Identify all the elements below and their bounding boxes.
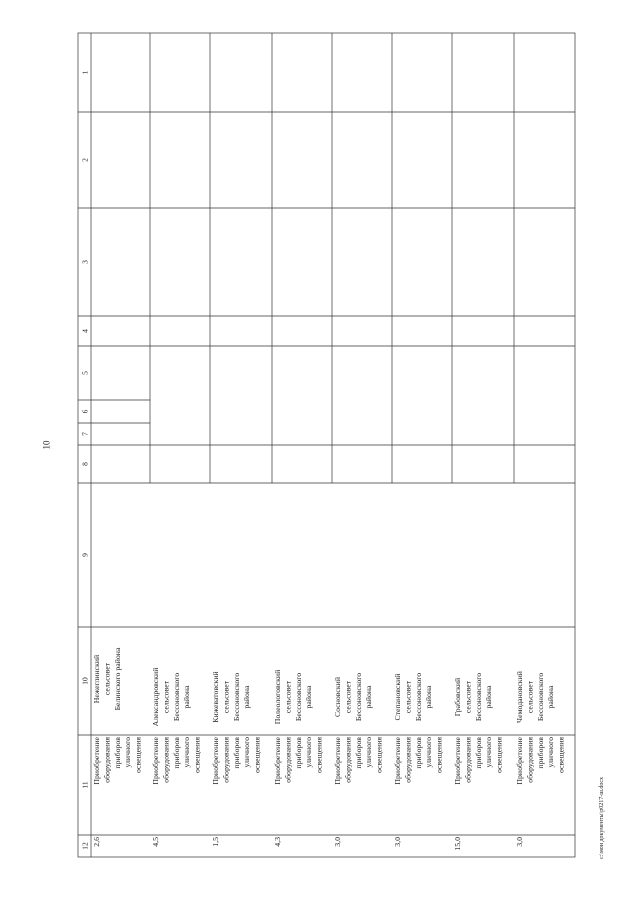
cell-purpose-line: приборов	[413, 737, 423, 769]
column-header-1: 1	[80, 70, 90, 75]
cell-purpose-line: приборов	[473, 737, 483, 769]
cell-recipient-line: Бессоновского	[535, 672, 545, 722]
cell-recipient-line: сельсовет	[102, 662, 112, 696]
cell-purpose-line: приборов	[112, 737, 122, 769]
column-header-5: 5	[80, 371, 90, 375]
cell-purpose-line: уличного	[424, 737, 434, 768]
cell-recipient-line: района	[424, 685, 434, 709]
cell-purpose-line: Приобретение	[515, 737, 524, 785]
cell-recipient-line: Бессоновского	[293, 672, 303, 722]
cell-purpose-line: приборов	[535, 737, 545, 769]
cell-purpose-line: Приобретение	[211, 737, 220, 785]
cell-purpose-line: уличного	[546, 737, 556, 768]
cell-purpose-line: освещения	[314, 737, 324, 774]
cell-recipient-line: района	[242, 685, 252, 709]
cell-purpose-line: Приобретение	[92, 737, 101, 785]
cell-purpose-line: Приобретение	[273, 737, 282, 785]
page-number-text: 10	[41, 440, 51, 450]
cell-recipient-line: Бессоновского	[413, 672, 423, 722]
cell-recipient-line: Бессоновского	[473, 672, 483, 722]
cell-purpose-line: Приобретение	[333, 737, 342, 785]
cell-purpose-line: Приобретение	[393, 737, 402, 785]
footer-file-path	[596, 756, 608, 880]
cell-amount: 3,0	[393, 837, 402, 847]
cell-recipient-line: Чемодановский	[515, 671, 524, 723]
cell-purpose-line: уличного	[484, 737, 494, 768]
cell-purpose-line: освещения	[374, 737, 384, 774]
column-header-7: 7	[80, 432, 90, 436]
cell-purpose-line: освещения	[133, 737, 143, 774]
cell-purpose-line: приборов	[171, 737, 181, 769]
cell-recipient-line: сельсовет	[403, 680, 413, 714]
cell-recipient-line: Кижеватовский	[211, 671, 220, 723]
cell-recipient-line: района	[182, 685, 192, 709]
cell-recipient-line: Нежеглинский	[92, 654, 101, 704]
cell-recipient-line: Полеологовский	[273, 669, 282, 725]
cell-amount: 3,0	[515, 837, 524, 847]
cell-purpose-line: уличного	[364, 737, 374, 768]
cell-purpose-line: Приобретение	[151, 737, 160, 785]
cell-recipient-line: сельсовет	[283, 680, 293, 714]
cell-purpose-line: оборудования	[403, 737, 413, 783]
cell-amount: 15,0	[453, 837, 462, 851]
column-header-12: 12	[80, 842, 90, 850]
cell-purpose-line: оборудования	[221, 737, 231, 783]
cell-purpose-line: освещения	[556, 737, 566, 774]
column-header-4: 4	[80, 329, 90, 333]
cell-recipient-line: Бессоновского	[353, 672, 363, 722]
cell-purpose-line: освещения	[192, 737, 202, 774]
cell-purpose-line: приборов	[293, 737, 303, 769]
column-header-10: 10	[80, 677, 90, 685]
cell-recipient-line: сельсовет	[343, 680, 353, 714]
cell-purpose-line: оборудования	[283, 737, 293, 783]
cell-recipient-line: сельсовет	[463, 680, 473, 714]
cell-purpose-line: оборудования	[161, 737, 171, 783]
column-header-9: 9	[80, 553, 90, 557]
cell-purpose-line: приборов	[353, 737, 363, 769]
column-header-8: 8	[80, 462, 90, 466]
cell-recipient-line: Бессоновского	[171, 672, 181, 722]
cell-recipient-line: района	[484, 685, 494, 709]
column-header-6: 6	[80, 409, 90, 414]
cell-purpose-line: освещения	[252, 737, 262, 774]
cell-recipient-line: Бессоновского	[231, 672, 241, 722]
cell-purpose-line: оборудования	[102, 737, 112, 783]
cell-recipient-line: Александровский	[151, 667, 160, 727]
cell-purpose-line: оборудования	[463, 737, 473, 783]
cell-purpose-line: уличного	[182, 737, 192, 768]
cell-recipient-line: района	[304, 685, 314, 709]
cell-purpose-line: оборудования	[343, 737, 353, 783]
footer-file-path-text: c:\мои документы\р0217-ш.docx	[599, 776, 605, 860]
cell-amount: 2,6	[92, 837, 101, 847]
cell-amount: 1,5	[211, 837, 220, 847]
cell-purpose-line: уличного	[304, 737, 314, 768]
cell-purpose-line: уличного	[242, 737, 252, 768]
cell-purpose-line: приборов	[231, 737, 241, 769]
cell-recipient-line: района	[546, 685, 556, 709]
cell-recipient-line: района	[364, 685, 374, 709]
cell-amount: 4,5	[151, 837, 160, 847]
cell-purpose-line: уличного	[123, 737, 133, 768]
cell-recipient-line: Сосновский	[333, 676, 342, 718]
cell-recipient-line: сельсовет	[525, 680, 535, 714]
column-header-2: 2	[80, 158, 90, 162]
cell-recipient-line: Грабовский	[453, 677, 462, 717]
column-header-11: 11	[80, 781, 90, 789]
cell-purpose-line: Приобретение	[453, 737, 462, 785]
cell-purpose-line: оборудования	[525, 737, 535, 783]
column-header-3: 3	[80, 260, 90, 264]
cell-recipient-line: сельсовет	[161, 680, 171, 714]
cell-recipient-line: Белинского района	[112, 647, 122, 711]
cell-purpose-line: освещения	[434, 737, 444, 774]
cell-purpose-line: освещения	[494, 737, 504, 774]
cell-amount: 4,3	[273, 837, 282, 847]
cell-amount: 3,0	[333, 837, 342, 847]
cell-recipient-line: Степановский	[393, 673, 402, 721]
cell-recipient-line: сельсовет	[221, 680, 231, 714]
